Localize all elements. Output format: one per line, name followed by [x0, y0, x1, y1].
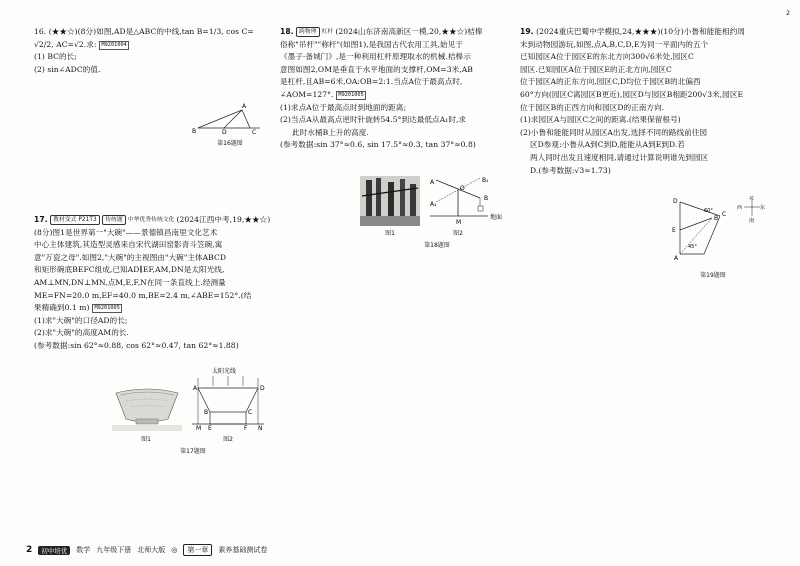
q19-compass-south: 南 — [749, 218, 755, 224]
q17-line-7: 果精确到0.1 m) M9201005 — [34, 302, 274, 315]
q17-label-m: M — [196, 425, 202, 430]
q17-label-d: D — [260, 385, 265, 392]
q19-head: 19. (2024重庆巴蜀中学模拟,24,★★★)(10分)小鲁和能能相约周 — [520, 27, 745, 36]
q19-part2-1: (2)小鲁和能能同时从园区A出发,选择不同的路线前往园 — [520, 127, 708, 137]
q17-fig2-caption: 图2 — [223, 436, 233, 443]
q17-line-3: 意"万瓷之母".如图2,"大碗"的主视图由"大碗"主体ABCD — [34, 252, 226, 262]
q19-angle-45: 45° — [688, 244, 697, 250]
q18-fig2-caption: 图2 — [453, 230, 463, 237]
q18-diagram — [428, 176, 508, 228]
q18-head: 18. 跨物理 杠杆 (2024山东济南高新区一模,20,★★☆)桔槔 — [280, 27, 483, 36]
q17-line-2: 中心主体建筑,其造型灵感来自宋代湖田窑影青斗笠碗,寓 — [34, 240, 223, 250]
page-footer — [26, 544, 267, 556]
footer-subject: 数学 — [76, 546, 91, 554]
question-19 — [520, 26, 770, 177]
q17-line-1: (8分)图1是世界第一"大碗"——景德镇昌南里文化艺术 — [34, 227, 218, 237]
footer-brand: 初中培优 — [38, 546, 70, 555]
q19-part2-4: D.(参考数据:√3≈1.73) — [530, 165, 611, 175]
q18-part2a: (2)当点A从最高点逆时针旋转54.5°到达最低点A₁时,求 — [280, 115, 467, 125]
q16-head: 16. (★★☆)(8分)如图,AD是△ABC的中线,tan B=1/3, cos C= — [34, 27, 254, 36]
q17-line-4: 和矩形碗底BEFC组成,已知AD∥EF,AM,DN是太阳光线, — [34, 265, 225, 275]
q17-part1: (1)求"大碗"的口径AD的长; — [34, 315, 128, 325]
q18-photo — [360, 176, 420, 226]
q18-fig1-caption: 图1 — [385, 230, 395, 237]
q16-figure — [190, 100, 270, 136]
q17-ref: (参考数据:sin 62°≈0.88, cos 62°≈0.47, tan 62°≈1.88) — [34, 340, 239, 350]
q16-label-c: C — [252, 129, 257, 136]
q18-label-b: B — [484, 195, 489, 202]
footer-edition: 北师大版 — [137, 546, 166, 554]
question-18 — [280, 26, 512, 152]
q18-line-5: ∠AOM=127°. M9201005 — [280, 89, 512, 102]
footer-page-number: 2 — [26, 545, 33, 555]
q19-label-d: D — [673, 198, 678, 205]
q17-label-f: F — [244, 425, 248, 430]
footer-test-title: 素养基础测试卷 — [218, 546, 268, 554]
q17-part2: (2)求"大碗"的高度AM的长. — [34, 328, 129, 338]
q17-fig1-caption: 图1 — [141, 436, 151, 443]
page-corner-mark: 2 — [786, 10, 790, 17]
q17-caption: 第17题图 — [180, 448, 206, 455]
q19-label-c: C — [722, 211, 727, 218]
footer-grade: 九年级下册 — [96, 546, 132, 554]
q19-line-5: 位于园区B的正西方向和园区D的正南方向. — [520, 102, 665, 112]
q18-label-b1: B₁ — [482, 177, 489, 184]
q18-label-a: A — [430, 179, 435, 186]
q18-line-2: 《墨子·备城门》,是一种利用杠杆原理取水的机械.桔槔示 — [280, 52, 471, 62]
q17-label-b: B — [204, 409, 209, 416]
q18-line-4: 是杠杆,且AB=6米,OA:OB=2:1.当点A位于最高点时, — [280, 77, 463, 87]
q18-ground-label: 地面 — [490, 214, 503, 221]
q17-line-6: ME=FN=20.0 m,EF=40.0 m,BE=2.4 m,∠ABE=152°.(结 — [34, 290, 252, 300]
q18-ref: (参考数据:sin 37°≈0.6, sin 17.5°≈0.3, tan 37°≈0.8) — [280, 140, 476, 150]
q18-line-1: 俗称"吊杆""称杆"(如图1),是我国古代农用工具,始见于 — [280, 39, 463, 49]
q19-line-1: 末到动物园游玩,如图,点A,B,C,D,E为同一平面内的五个 — [520, 39, 709, 49]
q19-line-4: 60°方向(园区C离园区B更近),园区D与园区B相距200√3米,园区E — [520, 89, 744, 99]
q17-head: 17. 教材变式 P21T3 传统题 中华优秀传统文化 (2024江西中考,19,★★☆) — [34, 215, 271, 224]
q19-line-ac: 已知园区A位于园区E的东北方向300√6米处,园区C — [520, 52, 694, 62]
q16-line2: √2/2, AC=√2.求: M9201004 — [34, 39, 272, 52]
q17-sun-label: 太阳光线 — [212, 368, 237, 375]
q16-label-b: B — [192, 128, 197, 135]
q19-compass-north: 北 — [749, 196, 755, 201]
q19-part2-3: 两人同时出发且速度相同,请通过计算说明谁先到园区 — [530, 152, 709, 162]
q16-label-a: A — [242, 103, 247, 110]
footer-dot-icon: ◎ — [171, 546, 178, 554]
q16-caption: 第16题图 — [217, 140, 243, 147]
q17-label-a: A — [193, 385, 198, 392]
q19-line-3: 位于园区A的正东方向,园区C,D均位于园区B的北偏西 — [520, 77, 701, 87]
q17-bowl-photo — [112, 385, 182, 433]
q19-part2-2: 区D参观:小鲁从A到C到D,能能从A到E到D.若 — [530, 140, 685, 150]
q18-line-3: 意图如图2,OM是垂直于水平地面的支撑杆,OM=3米,AB — [280, 64, 473, 74]
q17-label-c: C — [248, 409, 253, 416]
q19-diagram — [660, 196, 770, 268]
q18-label-o: O — [460, 185, 465, 192]
q19-angle-60: 60° — [704, 208, 713, 214]
q18-label-a1: A₁ — [430, 201, 437, 208]
q18-part2b: 此时水桶B上升的高度. — [292, 127, 369, 137]
q16-code: M9201004 — [99, 41, 129, 50]
q19-label-a: A — [674, 255, 679, 262]
q17-line-5: AM⊥MN,DN⊥MN,点M,E,F,N在同一条直线上.经测量 — [34, 277, 226, 287]
q18-caption: 第18题图 — [424, 242, 450, 249]
q16-part2: (2) sin∠ADC的值. — [34, 64, 101, 74]
q19-compass-east: 东 — [760, 205, 766, 211]
q19-label-e: E — [672, 227, 676, 234]
question-16 — [34, 26, 272, 76]
q19-line-2: 园区.已知园区A位于园区E的正北方向,园区C — [520, 64, 672, 74]
q17-diagram — [188, 366, 268, 430]
q19-label-b: B — [714, 215, 719, 222]
q17-label-e: E — [208, 425, 212, 430]
q19-compass-west: 西 — [737, 205, 743, 211]
footer-chapter: 第一章 — [183, 544, 212, 556]
q16-label-d: D — [222, 129, 227, 136]
q18-label-m: M — [456, 219, 462, 226]
q17-label-n: N — [258, 425, 263, 430]
q19-part1: (1)求园区A与园区C之间的距离.(结果保留根号) — [520, 115, 681, 125]
q18-part1: (1)求点A位于最高点时到地面的距离; — [280, 102, 407, 112]
q16-part1: (1) BC的长; — [34, 52, 77, 62]
q19-caption: 第19题图 — [700, 272, 726, 279]
question-17 — [34, 214, 274, 353]
